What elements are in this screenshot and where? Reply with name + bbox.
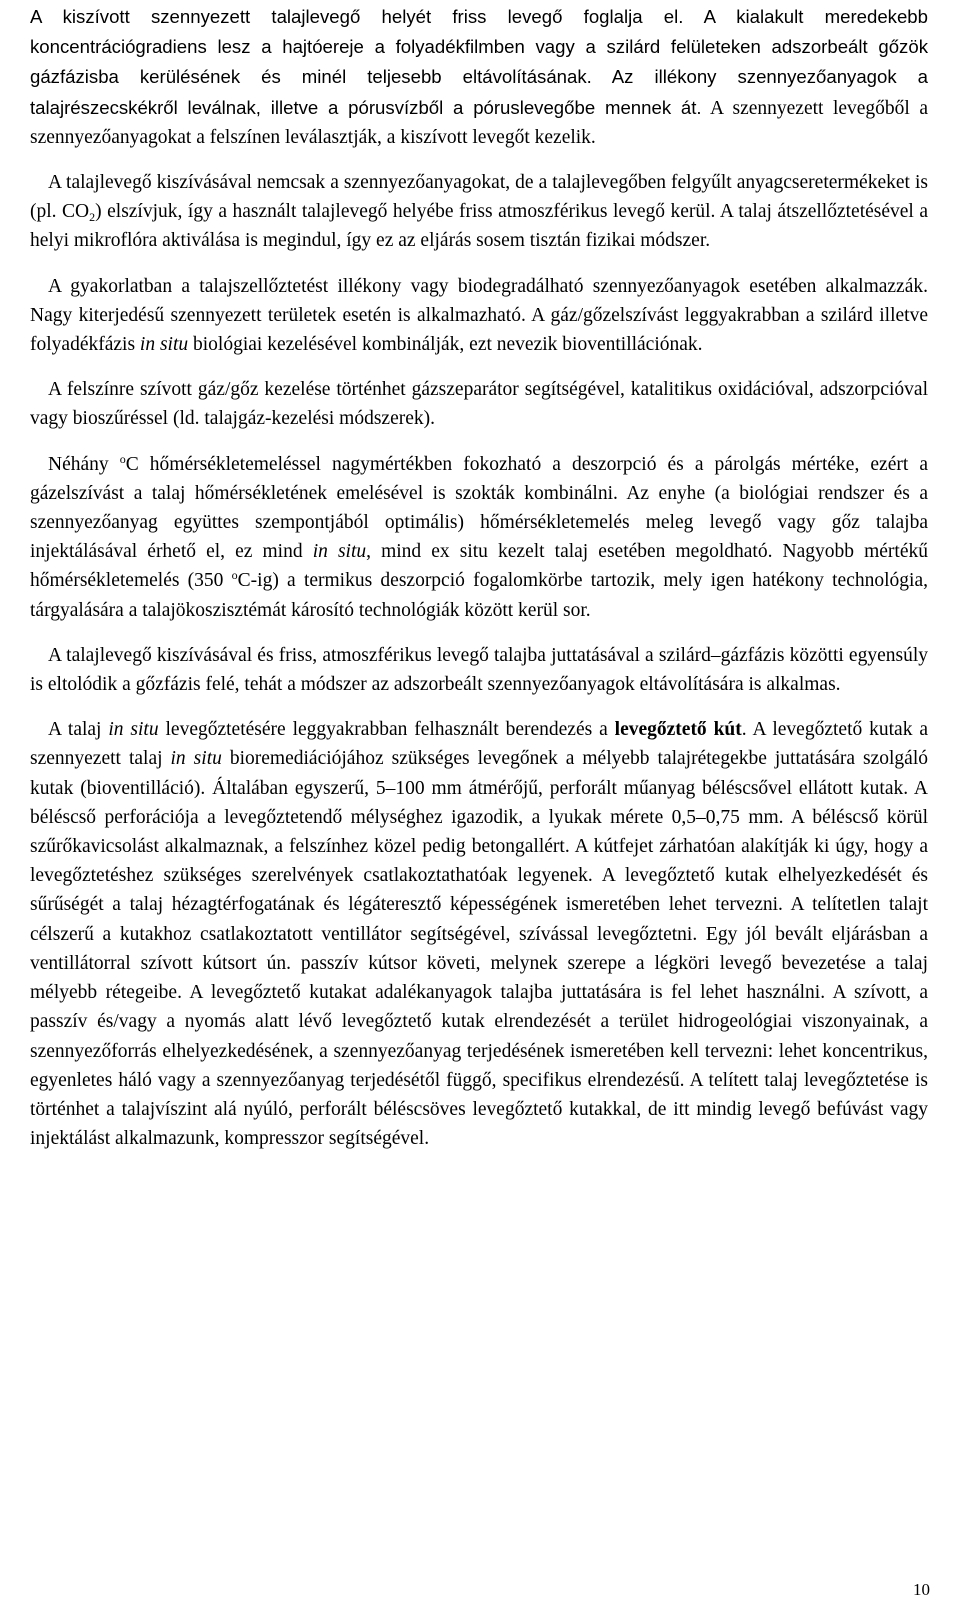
paragraph-2-text-b: ) elszívjuk, így a használt talajlevegő helyébe friss atmoszférikus levegő kerül. A talaj átszellőztetésével a helyi mikroflóra aktiválása is megindul, így ez az eljárás sosem tisztán fizikai módszer.: [30, 201, 928, 252]
co2-subscript: 2: [89, 210, 96, 225]
document-page: [30, 0, 928, 1153]
paragraph-7-text-d: bioremediációjához szükséges levegőnek a mélyebb talajrétegekbe juttatására szolgáló kutak (bioventilláció). Általában egyszerű, 5–100 mm átmérőjű, perforált műanyag béléscsővel ellátott kutak. A béléscső perforációja a levegőztetendő mélységhez igazodik, a lyukak mérete 0,5–0,75 mm. A béléscső körül szűrőkavicsolást alkalmaznak, a felszínhez közel pedig betongallért. A kútfejet zárhatóan alakítják ki úgy, hogy a levegőztetéshez szükséges szerelvények csatlakoztathatóak legyenek. A levegőztető kutak elhelyezkedését és sűrűségét a talaj hézagtérfogatának és légáteresztő képességének ismeretében lehet tervezni. A telítetlen talajt célszerű a kutakhoz csatlakoztatott ventillátor segítségével, szívással levegőztetni. Egy jól bevált eljárásban a ventillátorral szívott kútsort ún. passzív kútsor követi, melynek szerepe a légköri levegő bevezetése a talaj mélyebb rétegeibe. A levegőztető kutakat adalékanyagok talajba juttatására is fel lehet használni. A szívott, a passzív és/vagy a nyomás alatt lévő levegőztető kutak elrendezését a terület hidrogeológiai viszonyainak, a szennyezőforrás elhelyezkedésének, a szennyezőanyag terjedésének ismeretében kell tervezni: lehet koncentrikus, egyenletes háló vagy a szennyezőanyag terjedésétől függő, specifikus elrendezésű. A telített talaj levegőztetése is történhet a talajvíszint alá nyúló, perforált béléscsöves levegőztető kutakkal, de itt mindig levegő befúvást vagy injektálást alkalmazunk, kompresszor segítségével.: [30, 748, 928, 1150]
degree-superscript-2: o: [231, 568, 238, 583]
paragraph-1: [30, 2, 928, 152]
paragraph-5-italic: in situ: [312, 541, 367, 563]
paragraph-3: [30, 272, 928, 360]
page-number: 10: [913, 1580, 930, 1599]
paragraph-7-italic-1: in situ: [108, 719, 159, 741]
paragraph-3-text-a: A gyakorlatban a talajszellőztetést illékony vagy biodegradálható szennyezőanyagok esetében alkalmazzák. Nagy kiterjedésű szennyezett területek esetén is alkalmazható. A gáz/gőzelszívást leggyakrabban a szilárd illetve folyadékfázis: [30, 275, 928, 356]
paragraph-3-text-b: biológiai kezelésével kombinálják, ezt nevezik bioventillációnak.: [188, 334, 703, 356]
paragraph-7: [30, 715, 928, 1153]
paragraph-5-text-c: , mind ex situ kezelt talaj esetében megoldható. Nagyobb mértékű hőmérsékletemelés (350: [30, 541, 928, 592]
paragraph-3-italic: in situ: [139, 334, 189, 356]
paragraph-4: A felszínre szívott gáz/gőz kezelése történhet gázszeparátor segítségével, katalitikus oxidációval, adszorpcióval vagy bioszűréssel (ld. talajgáz-kezelési módszerek).: [30, 379, 928, 430]
paragraph-5-text-b: C hőmérsékletemeléssel nagymértékben fokozható a deszorpció és a párolgás mértéke, ezért a gázelszívást a talaj hőmérsékletének emelésével is szokták kombinálni. Az enyhe (a biológiai rendszer és a szennyezőanyag együttes szempontjából optimális) hőmérsékletemelés meleg levegő vagy gőz talajba injektálásával érhető el, ez mind: [30, 453, 928, 563]
paragraph-7-italic-2: in situ: [170, 748, 222, 770]
paragraph-7-text-b: levegőztetésére leggyakrabban felhasznált berendezés a: [158, 719, 615, 741]
paragraph-5-text-a: Néhány: [48, 453, 120, 475]
paragraph-7-bold-term: levegőztető kút: [614, 719, 742, 741]
paragraph-6: A talajlevegő kiszívásával és friss, atmoszférikus levegő talajba juttatásával a szilárd–gázfázis közötti egyensúly is eltolódik a gőzfázis felé, tehát a módszer az adszorbeált szennyezőanyagok eltávolítására is alkalmas.: [30, 644, 928, 696]
degree-superscript-1: o: [119, 451, 126, 466]
paragraph-2: [30, 168, 928, 256]
paragraph-5: [30, 450, 928, 625]
paragraph-7-text-c: . A levegőztető kutak a szennyezett talaj: [30, 719, 928, 770]
paragraph-7-text-a: A talaj: [48, 719, 109, 741]
paragraph-1-sans-text: A kiszívott szennyezett talajlevegő helyét friss levegő foglalja el. A kialakult meredekebb koncentrációgradiens lesz a hajtóereje a folyadékfilmben vagy a szilárd felületeken adszorbeált gőzök gázfázisba kerülésének és minél teljesebb eltávolításának. Az illékony szennyezőanyagok a talajrészecskékről leválnak, illetve a pórusvízből a póruslevegőbe mennek át.: [30, 6, 928, 118]
paragraph-5-text-d: C-ig) a termikus deszorpció fogalomkörbe tartozik, mely igen hatékony technológia, tárgyalására a talajökoszisztémát károsító technológiák között kerül sor.: [30, 570, 928, 621]
paragraph-1-rest: A szennyezett levegőből a szennyezőanyagokat a felszínen leválasztják, a kiszívott levegőt kezelik.: [30, 97, 928, 148]
paragraph-2-text-a: A talajlevegő kiszívásával nemcsak a szennyezőanyagokat, de a talajlevegőben felgyűlt anyagcseretermékeket is (pl. CO: [30, 172, 928, 223]
